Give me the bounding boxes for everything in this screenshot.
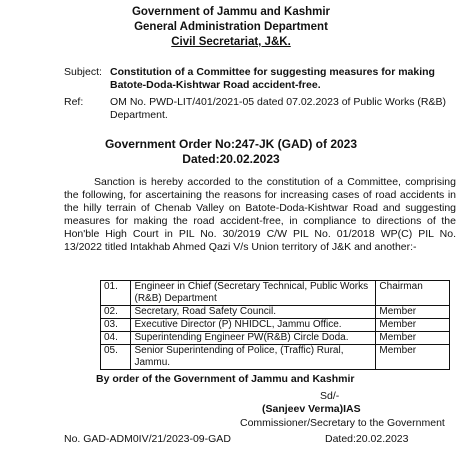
table-row xyxy=(101,319,450,332)
member-serial: 01. xyxy=(101,281,131,306)
subject-label: Subject: xyxy=(64,66,102,78)
member-role: Member xyxy=(376,332,450,345)
member-role: Member xyxy=(376,319,450,332)
footer-date: Dated:20.02.2023 xyxy=(325,433,409,445)
table-row xyxy=(101,345,450,370)
header-department: General Administration Department xyxy=(134,21,328,33)
header-secretariat: Civil Secretariat, J&K. xyxy=(171,36,291,48)
member-designation: Secretary, Road Safety Council. xyxy=(131,306,376,319)
member-designation: Engineer in Chief (Secretary Technical, Public Works (R&B) Department xyxy=(131,281,376,306)
member-serial: 05. xyxy=(101,345,131,370)
member-designation: Superintending Engineer PW(R&B) Circle Doda. xyxy=(131,332,376,345)
header-government: Government of Jammu and Kashmir xyxy=(131,6,331,18)
signed-mark: Sd/- xyxy=(320,390,340,402)
signatory-title: Commissioner/Secretary to the Government xyxy=(240,417,445,429)
member-serial: 04. xyxy=(101,332,131,345)
member-serial: 02. xyxy=(101,306,131,319)
signatory-name: (Sanjeev Verma)IAS xyxy=(262,403,361,415)
member-designation: Executive Director (P) NHIDCL, Jammu Office. xyxy=(131,319,376,332)
order-title: Government Order No:247-JK (GAD) of 2023 xyxy=(104,137,358,151)
member-serial: 03. xyxy=(101,319,131,332)
reference-text: OM No. PWD-LIT/401/2021-05 dated 07.02.2023 of Public Works (R&B) Department. xyxy=(110,96,446,121)
order-body-text: Sanction is hereby accorded to the constitution of a Committee, comprising the following, for ascertaining the reasons for increasing cases of road accidents in the hilly terrain of Chenab Valley on Batote-Doda-Kishtwar Road and suggesting measures for making the road accident-free, in compliance to directions of the Hon'ble High Court in PIL No. 30/2019 C/W PIL No. 01/2018 WP(C) PIL No. 13/2022 titled Intakhab Ahmed Qazi V/s Union territory of J&K and another:- xyxy=(64,176,456,253)
member-designation: Senior Superintending of Police, (Traffic) Rural, Jammu. xyxy=(131,345,376,370)
committee-members-table xyxy=(100,280,450,370)
footer-order-number: No. GAD-ADM0IV/21/2023-09-GAD xyxy=(64,433,231,445)
member-role: Chairman xyxy=(376,281,450,306)
subject-text: Constitution of a Committee for suggesting measures for making Batote-Doda-Kishtwar Road accident-free. xyxy=(110,66,435,91)
table-row xyxy=(101,332,450,345)
table-row xyxy=(101,281,450,306)
member-role: Member xyxy=(376,306,450,319)
by-order-line: By order of the Government of Jammu and Kashmir xyxy=(96,373,355,385)
table-row xyxy=(101,306,450,319)
order-date: Dated:20.02.2023 xyxy=(182,152,280,166)
order-body-paragraph xyxy=(64,176,456,254)
member-role: Member xyxy=(376,345,450,370)
reference-label: Ref: xyxy=(64,96,84,108)
